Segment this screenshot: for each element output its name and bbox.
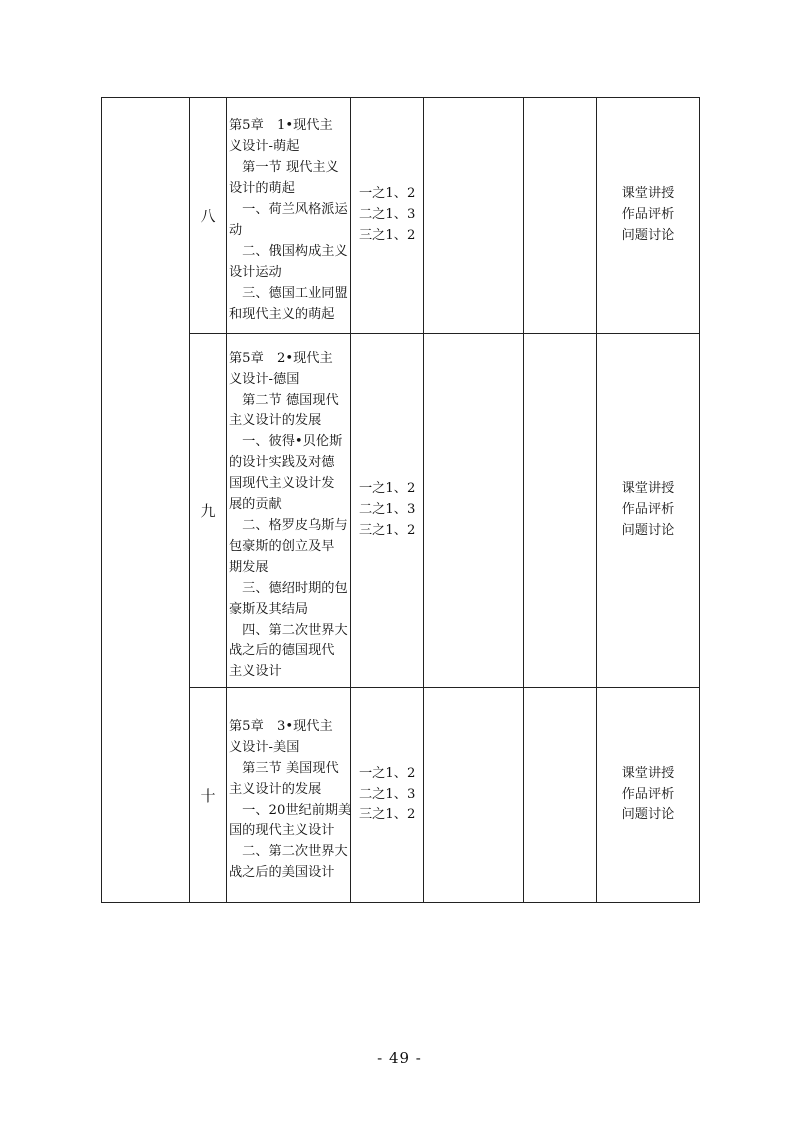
table-body	[102, 98, 700, 903]
content-line: 主义设计的发展	[229, 781, 322, 797]
objectives-cell	[351, 688, 424, 903]
method-line: 作品评析	[621, 502, 675, 518]
table-row	[102, 334, 700, 688]
empty-cell	[424, 688, 524, 903]
content-line: 期发展	[229, 559, 269, 575]
objectives-cell	[351, 98, 424, 334]
content-line: 一、荷兰风格派运	[229, 202, 348, 218]
content-line: 和现代主义的萌起	[229, 306, 335, 322]
objective-line: 三之1、2	[359, 227, 416, 243]
content-line: 二、俄国构成主义	[229, 243, 348, 259]
objective-line: 二之1、3	[359, 502, 416, 518]
content-line: 第5章 1•现代主	[229, 118, 333, 134]
content-line: 豪斯及其结局	[229, 601, 309, 617]
content-line: 的设计实践及对德	[229, 455, 335, 471]
content-line: 动	[229, 223, 243, 238]
content-line: 第二节 德国现代	[229, 392, 339, 408]
method-line: 课堂讲授	[621, 765, 675, 781]
table-row	[102, 98, 700, 334]
content-line: 四、第二次世界大	[229, 622, 348, 638]
content-line: 第5章 3•现代主	[229, 718, 333, 734]
content-line: 第5章 2•现代主	[229, 350, 333, 366]
table-row	[102, 688, 700, 903]
content-line: 义设计-美国	[229, 739, 300, 755]
methods-cell	[597, 98, 700, 334]
content-line: 第三节 美国现代	[229, 760, 339, 776]
empty-cell	[424, 334, 524, 688]
content-cell	[227, 334, 351, 688]
methods-cell	[597, 688, 700, 903]
content-line: 展的贡献	[229, 497, 282, 513]
empty-cell	[524, 334, 597, 688]
objective-line: 二之1、3	[359, 207, 416, 223]
course-schedule-table	[101, 97, 700, 903]
content-line: 三、德绍时期的包	[229, 580, 348, 596]
objective-line: 二之1、3	[359, 786, 416, 802]
week-cell: 十	[190, 688, 227, 903]
content-line: 设计运动	[229, 264, 282, 280]
content-line: 战之后的美国设计	[229, 865, 335, 881]
content-line: 一、20世纪前期美	[229, 802, 352, 818]
empty-cell	[524, 98, 597, 334]
objective-line: 三之1、2	[359, 522, 416, 538]
content-cell	[227, 688, 351, 903]
objectives-cell	[351, 334, 424, 688]
content-line: 主义设计	[229, 664, 282, 680]
method-line: 作品评析	[621, 786, 675, 802]
module-cell	[102, 98, 190, 903]
objective-line: 三之1、2	[359, 807, 416, 823]
method-line: 问题讨论	[621, 522, 675, 538]
week-cell: 八	[190, 98, 227, 334]
content-line: 包豪斯的创立及早	[229, 538, 335, 554]
content-cell	[227, 98, 351, 334]
content-line: 义设计-萌起	[229, 139, 300, 155]
content-line: 第一节 现代主义	[229, 160, 339, 176]
method-line: 问题讨论	[621, 227, 675, 243]
page-number: - 49 -	[377, 1049, 422, 1067]
content-line: 二、格罗皮乌斯与	[229, 518, 348, 533]
week-cell: 九	[190, 334, 227, 688]
method-line: 课堂讲授	[621, 186, 675, 202]
content-line: 国现代主义设计发	[229, 476, 335, 492]
method-line: 作品评析	[621, 207, 675, 223]
content-line: 主义设计的发展	[229, 413, 322, 429]
objective-line: 一之1、2	[359, 765, 416, 781]
objective-line: 一之1、2	[359, 481, 416, 497]
content-line: 一、彼得•贝伦斯	[229, 434, 343, 450]
method-line: 课堂讲授	[621, 481, 675, 497]
empty-cell	[524, 688, 597, 903]
content-line: 三、德国工业同盟	[229, 285, 348, 301]
content-line: 义设计-德国	[229, 371, 300, 387]
content-line: 二、第二次世界大	[229, 844, 348, 860]
objective-line: 一之1、2	[359, 186, 416, 202]
method-line: 问题讨论	[621, 807, 675, 823]
empty-cell	[424, 98, 524, 334]
content-line: 设计的萌起	[229, 181, 295, 197]
methods-cell	[597, 334, 700, 688]
content-line: 国的现代主义设计	[229, 823, 335, 839]
content-line: 战之后的德国现代	[229, 643, 335, 659]
